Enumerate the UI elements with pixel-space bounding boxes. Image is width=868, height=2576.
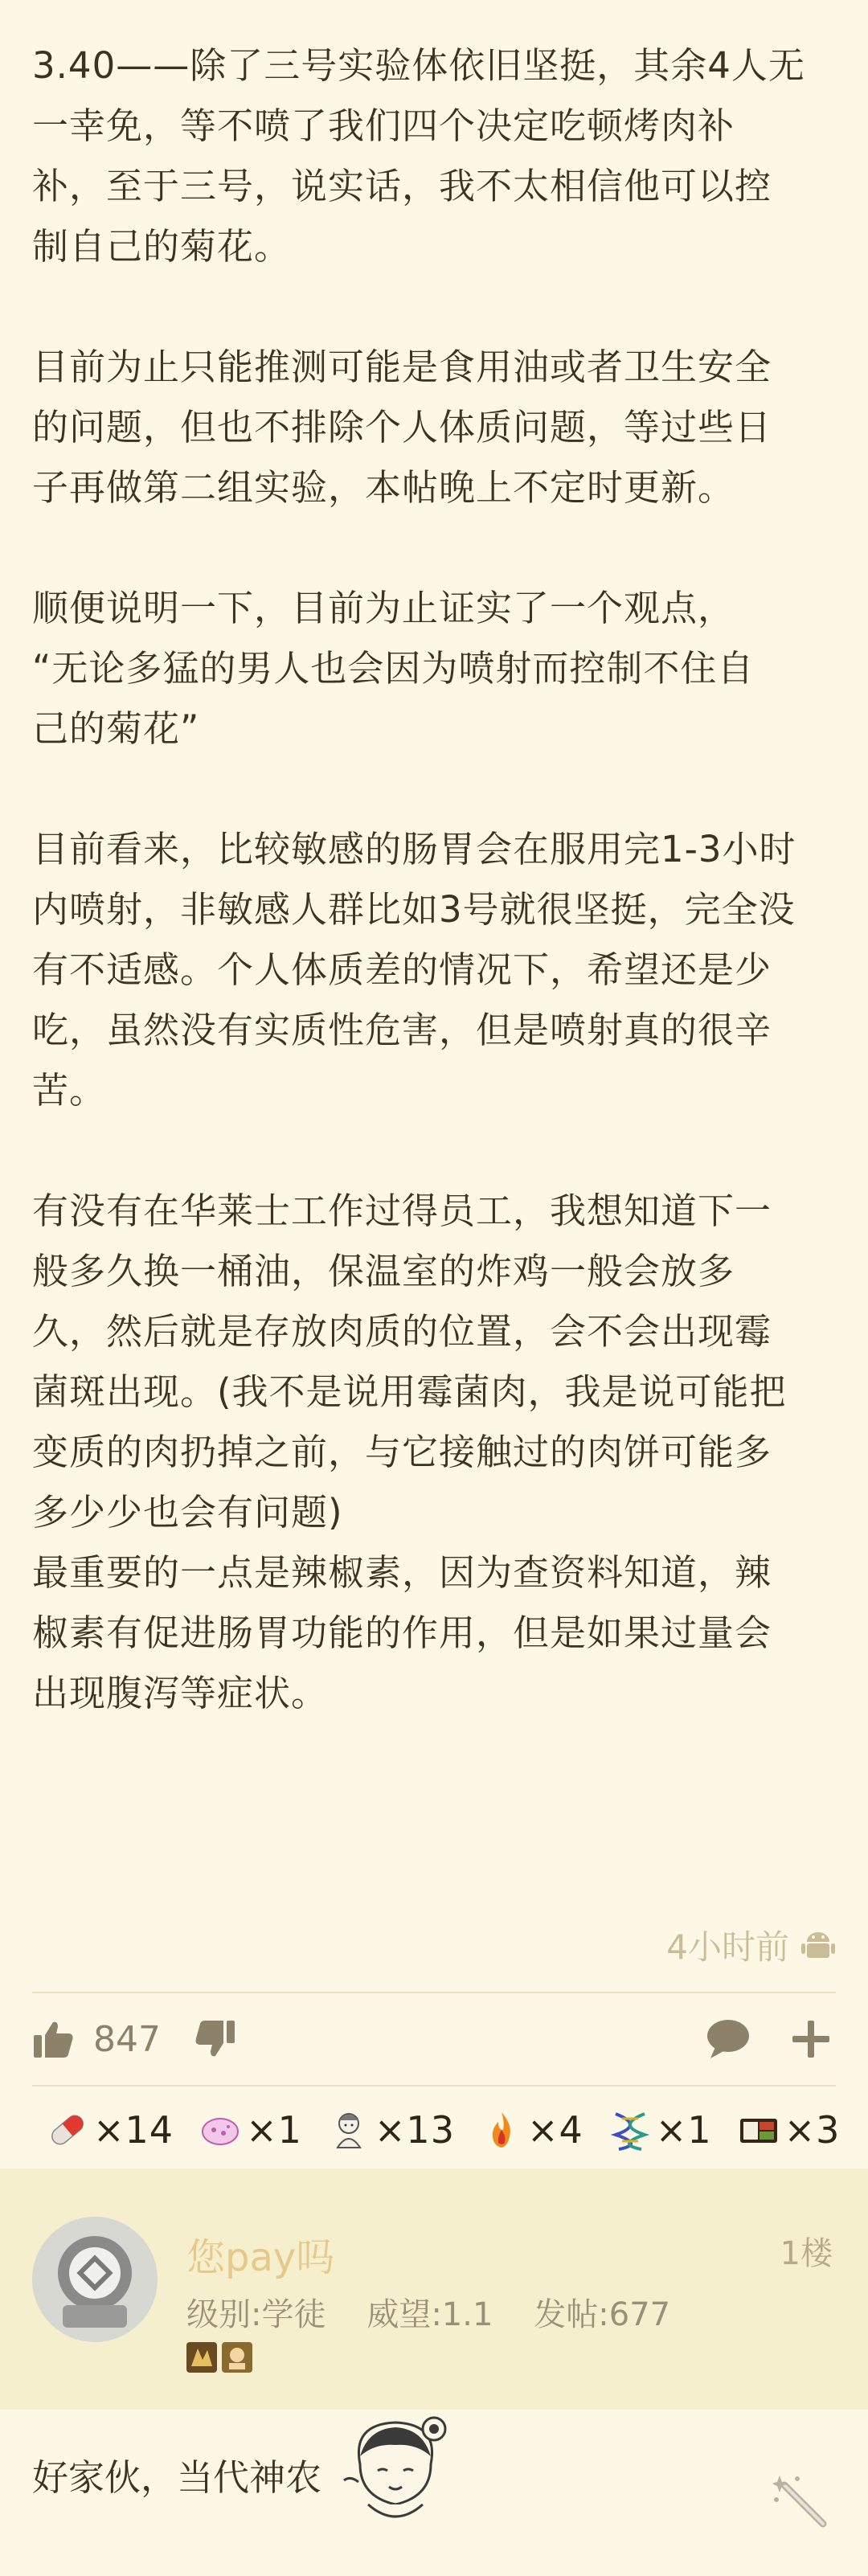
comment-icon[interactable]	[706, 2018, 751, 2060]
bento-icon	[738, 2109, 780, 2151]
reply-content: 好家伙，当代神农	[32, 2456, 322, 2499]
magic-wand-icon[interactable]	[773, 2474, 831, 2532]
award-count: ×14	[93, 2108, 174, 2152]
thumbs-up-icon[interactable]	[32, 2017, 76, 2061]
post-paragraph: 目前为止只能推测可能是食用油或者卫生安全 的问题，但也不排除个人体质问题，等过些日 子再做第二组实验，本帖晚上不定时更新。	[32, 346, 772, 509]
post-time: 4小时前	[666, 1927, 789, 1967]
award-item[interactable]	[47, 2108, 174, 2152]
flame-icon	[481, 2109, 522, 2151]
divider	[32, 1992, 836, 1993]
action-bar	[32, 1995, 836, 2083]
award-item[interactable]	[328, 2108, 455, 2152]
reply-card	[0, 2169, 868, 2410]
badges	[186, 2342, 252, 2373]
badge-icon	[222, 2342, 252, 2373]
username[interactable]: 您pay吗	[186, 2235, 335, 2280]
award-count: ×1	[246, 2108, 302, 2152]
award-item[interactable]	[199, 2108, 302, 2152]
footer-edge	[0, 2559, 868, 2576]
award-item[interactable]	[738, 2108, 841, 2152]
post-paragraph: 有没有在华莱士工作过得员工，我想知道下一 般多久换一桶油，保温室的炸鸡一般会放多 久，然后就是存放肉质的位置，会不会出现霉 菌斑出现。(我不是说用霉菌肉，我是说可能把 变质的肉扔掉之前，与它接触过的肉饼可能多 多少少也会有问题) 最重要的一点是辣椒素，因为查资料知道，辣 椒素有促进肠胃功能的作用，但是如果过量会 出现腹泻等症状。	[32, 1190, 787, 1714]
post-meta	[666, 1921, 836, 1969]
dna-icon	[609, 2109, 651, 2151]
thumbs-down-icon[interactable]	[193, 2017, 236, 2061]
android-icon	[800, 1927, 836, 1963]
floor-number: 1楼	[780, 2235, 833, 2272]
badge-icon	[186, 2342, 217, 2373]
sticker-image	[336, 2408, 455, 2529]
add-icon[interactable]	[791, 2019, 831, 2059]
post-paragraph-spacer	[32, 759, 836, 819]
pill-icon	[47, 2109, 88, 2151]
award-count: ×13	[374, 2108, 455, 2152]
award-item[interactable]	[609, 2108, 712, 2152]
divider	[32, 2085, 836, 2087]
award-count: ×1	[655, 2108, 712, 2152]
award-item[interactable]	[481, 2108, 583, 2152]
award-count: ×3	[784, 2108, 841, 2152]
post-paragraph-spacer	[32, 1120, 836, 1181]
post-paragraph: 顺便说明一下，目前为止证实了一个观点， “无论多猛的男人也会因为喷射而控制不住自 己的菊花”	[32, 587, 755, 750]
awards-row	[47, 2098, 858, 2162]
post-paragraph: 3.40——除了三号实验体依旧坚挺，其余4人无 一幸免，等不喷了我们四个决定吃顿烤肉补 补，至于三号，说实话，我不太相信他可以控 制自己的菊花。	[32, 44, 805, 268]
post-paragraph: 目前看来，比较敏感的肠胃会在服用完1-3小时 内喷射，非敏感人群比如3号就很坚挺，完全没 有不适感。个人体质差的情况下，希望还是少 吃，虽然没有实质性危害，但是喷射真的很辛 苦。	[32, 828, 796, 1112]
award-count: ×4	[526, 2108, 583, 2152]
candy-icon	[199, 2109, 241, 2151]
user-stats: 级别:学徒 威望:1.1 发帖:677	[186, 2296, 671, 2333]
post-body	[32, 35, 836, 1723]
post-paragraph-spacer	[32, 276, 836, 337]
character-icon	[328, 2109, 370, 2151]
avatar[interactable]	[32, 2217, 158, 2342]
post-paragraph-spacer	[32, 518, 836, 578]
like-count: 847	[93, 2018, 161, 2060]
